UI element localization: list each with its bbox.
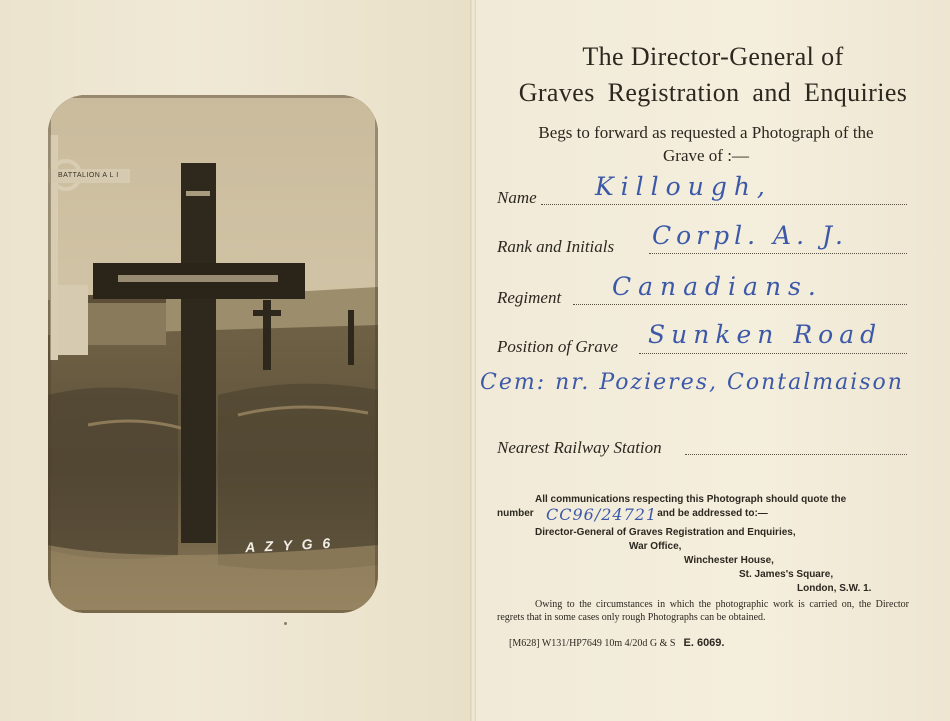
rank-dotted-line (649, 253, 907, 254)
communications-number-label: number (497, 508, 534, 519)
form-title-line1: The Director-General of (582, 42, 844, 71)
name-dotted-line (541, 204, 907, 205)
address-line-3: Winchester House, (684, 555, 774, 566)
position-dotted-line (639, 353, 907, 354)
paper-speck (284, 622, 287, 625)
owing-note-text: Owing to the circumstances in which the photographic work is carried on, the Director regrets that in some cases only rough Photographs can be obtained. (497, 599, 909, 623)
printer-imprint (509, 637, 724, 649)
intro-text (496, 121, 916, 167)
address-line-5: London, S.W. 1. (797, 583, 872, 594)
railway-label: Nearest Railway Station (497, 438, 662, 457)
form-title-line2: Graves Registration and Enquiries (518, 78, 908, 107)
regiment-label: Regiment (497, 288, 562, 307)
printer-code: [M628] W131/HP7649 10m 4/20d G & S (509, 638, 676, 649)
address-line-4: St. James's Square, (739, 569, 834, 580)
rank-label: Rank and Initials (497, 237, 615, 256)
owing-note (497, 598, 909, 624)
regiment-value: Canadians. (612, 272, 823, 301)
address-line-2: War Office, (629, 541, 682, 552)
intro-line1: Begs to forward as requested a Photograph of the (538, 123, 874, 142)
form-number: E. 6069. (683, 637, 725, 649)
address-line-1: Director-General of Graves Registration and Enquiries, (535, 527, 796, 538)
railway-dotted-line (685, 454, 907, 455)
name-value: Killough, (595, 172, 772, 201)
intro-line2: Grave of :— (663, 146, 749, 165)
name-label: Name (497, 188, 537, 207)
regiment-dotted-line (573, 304, 907, 305)
rank-value: Corpl. A. J. (652, 221, 848, 250)
communications-addressed: and be addressed to:— (657, 508, 768, 519)
left-panel (0, 0, 470, 721)
communications-line1: All communications respecting this Photograph should quote the (535, 494, 847, 505)
position-value-line2: Cem: nr. Pozieres, Contalmaison (480, 370, 904, 395)
position-label: Position of Grave (497, 337, 618, 356)
railway-field (497, 432, 909, 458)
position-value: Sunken Road (648, 320, 883, 349)
photo-reference-label: A Z Y G 6 (244, 534, 334, 556)
reference-number: CC96/24721 (546, 505, 658, 524)
signpost-text: BATTALION A L I (58, 172, 119, 179)
